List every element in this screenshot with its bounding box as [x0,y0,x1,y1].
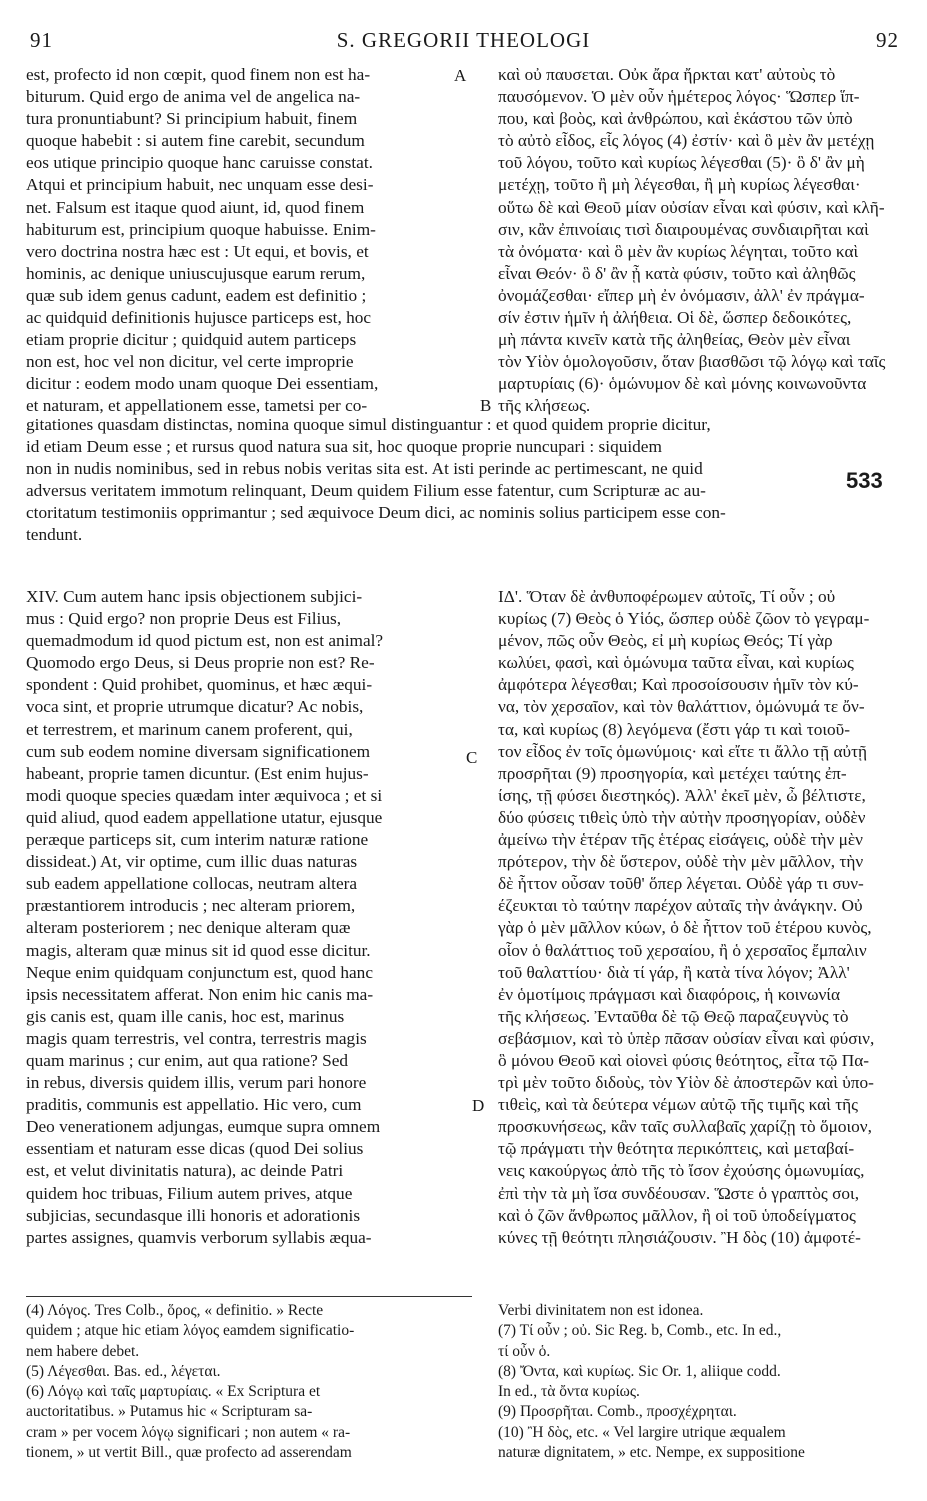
text-line: et terrestrem, et marinum canem proferent, qui, [26,719,353,739]
text-line: alteram posteriorem ; nec denique alteram quæ [26,918,351,938]
column-marker-a: A [454,66,467,85]
text-line: net. Falsum est itaque quod aiunt, id, quod finem [26,197,365,217]
text-line: auctoritatibus. » Putamus hic « Scripturam sa- [26,1403,313,1421]
text-line: καὶ ὁ ζῶν ἄνθρωπος μᾶλλον, ἢ οἱ τοῦ ὑποδείγματος [498,1205,856,1225]
column-marker-d: D [472,1096,485,1115]
text-line: nem habere debet. [26,1342,140,1360]
text-line: Atqui et principium habuit, nec unquam esse desi- [26,175,374,195]
text-line: (9) Προσρῆται. Comb., προσχέχρηται. [498,1403,737,1421]
text-line: νεις κακούργως ἀπὸ τῆς τὸ ἴσον ἐχούσης ὁμωνυμίας, [498,1161,865,1181]
margin-column-number: 533 [846,468,883,493]
text-line: παυσόμενον. Ὁ μὲν οὖν ἡμέτερος λόγος· Ὥσπερ ἵπ- [498,87,860,107]
text-line: τὰ ὀνόματα· καὶ ὃ μὲν ἂν κυρίως λέγηται, τοῦτο καὶ [498,241,859,261]
text-line: σεβάσμιον, καὶ τὸ ὑπὲρ πᾶσαν οὐσίαν εἶναι καὶ φύσιν, [498,1028,875,1048]
text-line: hominis, ac denique uniuscujusque earum rerum, [26,263,366,283]
left-page-number: 91 [30,28,53,52]
text-line: τα, καὶ κυρίως (8) λεγόμενα (ἔστι γάρ τι καὶ τοιοῦ- [498,719,850,739]
text-line: sub eadem appellatione collocas, neutram altera [26,874,358,894]
text-line: quoque habebit : si autem fine carebit, secundum [26,131,365,151]
text-line: τὸν Υἱὸν ὁμολογοῦσιν, ὅταν βιασθῶσι τῷ λόγῳ καὶ ταῖς [498,352,886,372]
text-line: quidem hoc tribuas, Filium autem prives, atque [26,1183,353,1203]
text-line: habeant, proprie tamen dicuntur. (Est enim hujus- [26,763,369,783]
text-line: præstantiorem introducis ; nec alteram priorem, [26,896,356,916]
text-line: οὕτω δὲ καὶ Θεοῦ μίαν οὐσίαν εἶναι καὶ φύσιν, καὶ κλῆ- [498,197,885,217]
text-line: προσκυνήσεως, κἂν ταῖς συλλαβαῖς χαρίζῃ τὸ ὅμοιον, [498,1117,872,1137]
text-line: non in nudis nominibus, sed in rebus nobis veritas sita est. At isti perinde ac pertimescant, ne quid [26,459,703,479]
text-line: non est, hoc vel non dicitur, vel certe improprie [26,352,354,372]
text-line: In ed., τὰ ὄντα κυρίως. [498,1383,640,1401]
text-line: tura pronuntiabunt? Si principium habuit, finem [26,109,358,129]
text-line: που, καὶ βοὸς, καὶ ἀνθρώπου, καὶ ἑκάστου τῶν ὑπὸ [498,109,853,129]
text-line: id etiam Deum esse ; et rursus quod natura sua sit, hoc quoque proprie nuncupari : siquidem [26,437,662,457]
text-line: cram » per vocem λόγῳ significari ; non autem « ra- [26,1423,351,1441]
right-page-number: 92 [876,28,899,52]
text-line: quidem ; atque hic etiam λόγος eamdem significatio- [26,1322,355,1340]
text-line: εἶναι Θεόν· ὃ δ' ἂν ᾖ κατὰ φύσιν, τοῦτο καὶ ἀληθῶς [498,263,856,283]
text-line: (10) Ἢ δὸς, etc. « Vel largire utrique æqualem [498,1423,786,1441]
text-line: καὶ οὐ παυσεται. Οὐκ ἄρα ἤρκται κατ' αὐτοὺς τὸ [498,65,836,84]
text-line: voca sint, et proprie utrumque dicatur? Ac nobis, [26,697,364,717]
text-line: τρὶ μὲν τοῦτο διδοὺς, τὸν Υἱὸν δὲ ἀποστερῶν καὶ ὑπο- [498,1073,874,1093]
text-line: praditis, communis est appellatio. Hic vero, cum [26,1095,362,1115]
text-line: κυρίως (7) Θεὸς ὁ Υἱός, ὥσπερ οὐδὲ ζῶον τὸ γεγραμ- [498,609,870,629]
text-line: peræque particeps sit, cum interim naturæ ratione [26,830,369,850]
text-line: σιν, κἂν ἐπινοίαις τισὶ διαιρουμένας συνδιαιρῆται καὶ [498,219,869,239]
text-line: ac quidquid definitionis hujusce particeps est, hoc [26,308,372,328]
text-line: τῷ πράγματι τὴν θεότητα περικόπτεις, καὶ μεταβαί- [498,1139,855,1159]
text-line: adversus veritatem immotum relinquant, Deum quidem Filium esse fatentur, cum Scripturæ ac au- [26,481,706,501]
text-line: τοῦ λόγου, τοῦτο καὶ κυρίως λέγεσθαι (5)· ὃ δ' ἂν μὴ [498,153,865,173]
text-line: ὃ μόνου Θεοῦ καὶ οἱονεὶ φύσις θεότητος, εἶτα τῷ Πα- [498,1050,870,1070]
text-line: (5) Λέγεσθαι. Bas. ed., λέγεται. [26,1362,221,1380]
text-line: τον εἶδος ἐν τοῖς ὁμωνύμοις· καὶ εἴτε τι ἄλλο τῇ αὐτῇ [498,741,868,761]
text-line: δύο φύσεις τιθεὶς ὑπὸ τὴν αὐτὴν προσηγορίαν, οὐδὲν [498,807,866,827]
text-line: ἐν ὁμοτίμοις πράγμασι καὶ διαφόροις, ἡ κοινωνία [498,984,841,1004]
text-line: τιθεὶς, καὶ τὰ δεύτερα νέμων αὐτῷ τῆς τιμῆς καὶ τῆς [498,1095,859,1115]
text-line: σίν ἐστιν ἡμῖν ἡ ἀλήθεια. Οἱ δὲ, ὥσπερ δεδοικότες, [498,308,852,328]
text-line: ἀμφότερα λέγεσθαι; Καὶ προσοίσουσιν ἡμῖν τὸν κύ- [498,675,859,695]
text-line: μένον, πῶς οὖν Θεὸς, εἰ μὴ κυρίως Θεός; Τί γὰρ [498,631,833,651]
text-line: eos utique principio quoque hanc caruisse constat. [26,153,373,173]
text-line: dissideat.) At, vir optime, cum illic duas naturas [26,852,358,872]
text-line: partes assignes, quamvis verborum syllabis æqua- [26,1227,372,1247]
column-marker-b: B [480,396,492,415]
text-line: να, τὸν χερσαῖον, καὶ τὸν θαλάττιον, ὁμώνυμά τε ὄν- [498,697,865,717]
text-line: προσρῆται (9) προσηγορία, καὶ μετέχει ταύτης ἐπ- [498,763,847,783]
greek-column-bottom [498,586,904,1249]
latin-column-top [26,64,472,418]
text-line: τὸ αὐτὸ εἶδος, εἷς λόγος (4) ἐστίν· καὶ ὃ μὲν ἂν μετέχῃ [498,131,875,151]
text-line: vero doctrina nostra hæc est : Ut equi, et bovis, et [26,241,369,261]
text-line: essentiam et naturam esse dicas (quod Dei solius [26,1139,364,1159]
footnote-rule [26,1296,472,1297]
text-line: magis, alteram quæ minus sit id quod esse dicitur. [26,940,371,960]
text-line: spondent : Quid prohibet, quominus, et hæc æqui- [26,675,373,695]
text-line: (6) Λόγῳ καὶ ταῖς μαρτυρίαις. « Ex Scriptura et [26,1383,321,1401]
text-line: ὀνομάζεσθαι· εἴπερ μὴ ἐν ὀνόμασιν, ἀλλ' ἐν πράγμα- [498,285,865,305]
greek-side-footnotes [498,1301,904,1463]
greek-column-top [498,64,904,418]
text-line: mus : Quid ergo? non proprie Deus est Filius, [26,609,342,629]
text-line: et naturam, et appellationem esse, tametsi per co- [26,396,368,416]
text-line: modi quoque species quædam inter æquivoca ; et si [26,785,383,805]
column-marker-c: C [466,748,478,767]
text-line: ΙΔ'. Ὅταν δὲ ἀνθυποφέρωμεν αὐτοῖς, Τί οὖν ; οὐ [498,587,836,606]
text-line: quemadmodum id quod pictum est, non est animal? [26,631,384,651]
text-line: κωλύει, φασὶ, καὶ ὁμώνυμα ταῦτα εἶναι, καὶ κυρίως [498,653,854,673]
running-title: S. GREGORII THEOLOGI [336,28,591,52]
text-line: est, et velut divinitatis natura), ac deinde Patri [26,1161,344,1181]
text-line: naturæ dignitatem, » etc. Nempe, ex suppositione [498,1444,805,1462]
text-line: cum sub eodem nomine diversam significationem [26,741,371,761]
latin-full-width-text [26,414,906,547]
text-line: μὴ πάντα κινεῖν κατὰ τῆς ἀληθείας, Θεὸν μὲν εἶναι [498,330,851,350]
text-line: έζευκται τὸ ταύτην παρέχον αὐταῖς τὴν ἀνάγκην. Οὐ [498,896,863,916]
latin-footnotes [26,1301,472,1463]
text-line: Neque enim quidquam conjunctum est, quod hanc [26,962,373,982]
text-line: biturum. Quid ergo de anima vel de angelica na- [26,87,361,107]
text-line: Deo venerationem adjungas, eumque supra omnem [26,1117,381,1137]
text-line: XIV. Cum autem hanc ipsis objectionem subjici- [26,587,363,606]
text-line: tendunt. [26,525,83,545]
text-line: ipsis necessitatem afferat. Non enim hic canis ma- [26,984,374,1004]
text-line: Quomodo ergo Deus, si Deus proprie non est? Re- [26,653,375,673]
text-line: dicitur : eodem modo unam quoque Dei essentiam, [26,374,379,394]
text-line: γὰρ ὁ μὲν μᾶλλον κύων, ὁ δὲ ἧττον τοῦ ἑτέρου κυνὸς, [498,918,872,938]
text-line: quid aliud, quod eadem appellatione utatur, ejusque [26,807,383,827]
text-line: ἐπὶ τὴν τὰ μὴ ἴσα συνδέουσαν. Ὥστε ὁ γραπτὸς σοι, [498,1183,860,1203]
text-line: gis canis est, quam ille canis, hoc est, marinus [26,1006,345,1026]
text-line: Verbi divinitatem non est idonea. [498,1302,704,1319]
text-line: ἀμείνω τὴν ἑτέραν τῆς ἑτέρας εἰσάγεις, οὐδὲ τὴν μὲν [498,830,863,850]
text-line: πρότερον, τὴν δὲ ὕστερον, οὐδὲ τὴν μὲν μᾶλλον, τὴν [498,852,864,872]
text-line: habiturum est, principium quoque habuisse. Enim- [26,219,376,239]
text-line: subjicias, secundasque illi honoris et adorationis [26,1205,361,1225]
text-line: (8) Ὄντα, καὶ κυρίως. Sic Or. 1, aliique codd. [498,1362,781,1380]
text-line: (7) Τί οὖν ; οὐ. Sic Reg. b, Comb., etc. In ed., [498,1322,782,1340]
text-line: gitationes quasdam distinctas, nomina quoque simul distinguantur : et quod quidem proprie dicitur, [26,415,711,434]
text-line: τῆς κλήσεως. [498,396,591,416]
text-line: μαρτυρίαις (6)· ὁμώνυμον δὲ καὶ μόνης κοινωνοῦντα [498,374,867,394]
text-line: (4) Λόγος. Tres Colb., ὅρος, « definitio. » Recte [26,1302,324,1319]
text-line: est, profecto id non cœpit, quod finem non est ha- [26,65,371,84]
text-line: δὲ ἧττον οὖσαν τοῦθ' ὅπερ λέγεται. Οὐδὲ γάρ τι συν- [498,874,864,894]
text-line: quæ sub idem genus cadunt, eadem est definitio ; [26,285,367,305]
text-line: οἷον ὁ θαλάττιος τοῦ χερσαίου, ἢ ὁ χερσαῖος ἔμπαλιν [498,940,867,960]
text-line: in rebus, diversis quidem illis, verum pari honore [26,1073,367,1093]
latin-column-bottom [26,586,472,1249]
text-line: ctoritatum testimoniis opprimantur ; sed æquivoce Deum dici, ac nominis solius participem esse con- [26,503,726,523]
text-line: tionem, » ut vertit Bill., quæ profecto ad asserendam [26,1444,352,1462]
text-line: τί οὖν ὁ. [498,1342,551,1360]
text-line: quam marinus ; cur enim, aut qua ratione? Sed [26,1050,349,1070]
text-line: τοῦ θαλαττίου· διὰ τί γάρ, ἢ κατὰ τίνα λόγον; Ἀλλ' [498,962,850,982]
text-line: etiam proprie dicitur ; quidquid autem particeps [26,330,357,350]
text-line: τῆς κλήσεως. Ἐνταῦθα δὲ τῷ Θεῷ παραζευγνὺς τὸ [498,1006,849,1026]
text-line: ίσης, τῇ φύσει διεστηκός). Ἀλλ' ἐκεῖ μὲν, ὦ βέλτιστε, [498,785,866,805]
text-line: magis quam terrestris, vel contra, terrestris magis [26,1028,367,1048]
text-line: μετέχῃ, τοῦτο ἢ μὴ λέγεσθαι, ἢ μὴ κυρίως λέγεσθαι· [498,175,861,195]
text-line: κύνες τῇ θεότητι πλησιάζουσιν. Ἢ δὸς (10) ἀμφοτέ- [498,1227,861,1247]
